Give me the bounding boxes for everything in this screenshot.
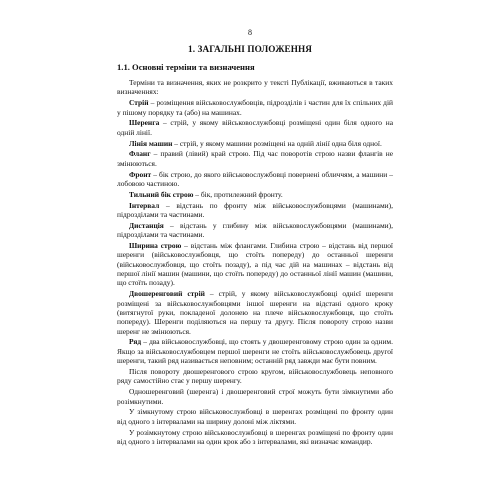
term: Фланг bbox=[129, 149, 151, 159]
paragraph bbox=[117, 139, 393, 148]
paragraph bbox=[117, 428, 393, 447]
term: Шеренга bbox=[129, 118, 160, 128]
paragraph bbox=[117, 149, 393, 168]
definition-text: – відстань по фронту між військовослужбовцями (машинами), підрозділами та частинами. bbox=[117, 200, 393, 219]
term: Ширина строю bbox=[129, 241, 182, 250]
term: Двошеренговий стрій bbox=[129, 289, 205, 299]
paragraph bbox=[117, 407, 393, 426]
definition-text: – бік, протилежний фронту. bbox=[193, 189, 283, 199]
paragraph bbox=[117, 241, 393, 288]
term: Тильний бік строю bbox=[129, 189, 194, 199]
paragraph bbox=[117, 367, 393, 386]
term: Інтервал bbox=[129, 200, 160, 210]
term: Дистанція bbox=[129, 220, 164, 230]
definition-text: У розімкнутому строю військовослужбовці в шеренгах розміщені по фронту один від одного з інтервалами на один крок або з інтервалами, які визначає командир. bbox=[117, 427, 393, 446]
paragraph bbox=[117, 170, 393, 189]
paragraph bbox=[117, 78, 393, 97]
page-number: 8 bbox=[248, 28, 252, 37]
definition-text: – стрій, у якому військовослужбовці однієї шеренги розміщені за військовослужбовцями іншої шеренги на відстані одного кроку (витягнутої руки, покладеної долонею на плече військовослужбовця, що стоїть попереду). Шеренги поділяються на першу та другу. Після повороту строю назви шеренг не змінюються. bbox=[117, 289, 393, 336]
term: Фронт bbox=[129, 169, 152, 179]
definition-text: У зімкнутому строю військовослужбовці в шеренгах розміщені по фронту один від одного з інтервалами на ширину долоні між ліктями. bbox=[117, 407, 393, 426]
paragraph bbox=[117, 221, 393, 240]
definition-text: – бік строю, до якого військовослужбовці повернені обличчям, а машини – лобовою частиною. bbox=[117, 169, 393, 188]
paragraph bbox=[117, 387, 393, 406]
paragraph bbox=[117, 190, 393, 199]
paragraph bbox=[117, 289, 393, 336]
paragraph bbox=[117, 118, 393, 137]
document-body bbox=[117, 78, 393, 448]
definition-text: – відстань у глибину між військовослужбовцями (машинами), підрозділами та частинами. bbox=[117, 220, 393, 240]
definition-text: Терміни та визначення, яких не розкрито у тексті Публікації, вживаються в таких визначеннях: bbox=[117, 78, 393, 97]
definition-text: – правий (лівий) край строю. Під час поворотів строю назви флангів не змінюються. bbox=[117, 149, 393, 168]
definition-text: – відстань між флангами. Глибина строю – відстань від першої шеренги (військовослужбовця, що стоїть попереду) до останньої шеренги (військовослужбовця, що стоїть позаду), а під час дій на машинах – відстань від першої лінії машин (машини, що стоїть попереду) до останньої лінії машин (машини, що стоїть позаду). bbox=[117, 241, 393, 288]
subsection-heading: 1.1. Основні терміни та визначення bbox=[117, 62, 255, 72]
definition-text: – два військовослужбовці, що стоять у двошеренговому строю один за одним. Якщо за військовослужбовцем першої шеренги не стоїть військовослужбовець другої шеренги, такий ряд називається неповним; останній ряд завжди має бути повним. bbox=[117, 337, 393, 366]
section-heading: 1. ЗАГАЛЬНІ ПОЛОЖЕННЯ bbox=[188, 44, 312, 54]
paragraph bbox=[117, 98, 393, 117]
paragraph bbox=[117, 201, 393, 220]
definition-text: – стрій, у якому машини розміщені на одній лінії одна біля одної. bbox=[172, 138, 382, 148]
definition-text: – розміщення військовослужбовців, підрозділів і частин для їх спільних дій у пішому порядку та (або) на машинах. bbox=[117, 98, 393, 117]
definition-text: Після повороту двошеренгового строю кругом, військовослужбовець неповного ряду самостійно стає у першу шеренгу. bbox=[117, 366, 393, 386]
term: Лінія машин bbox=[129, 138, 173, 148]
term: Ряд bbox=[129, 337, 142, 347]
definition-text: Одношеренговий (шеренга) і двошеренговий строї можуть бути зімкнутими або розімкнутими. bbox=[117, 387, 393, 406]
term: Стрій bbox=[129, 98, 149, 108]
paragraph bbox=[117, 337, 393, 365]
definition-text: – стрій, у якому військовослужбовці розміщені один біля одного на одній лінії. bbox=[117, 118, 393, 137]
